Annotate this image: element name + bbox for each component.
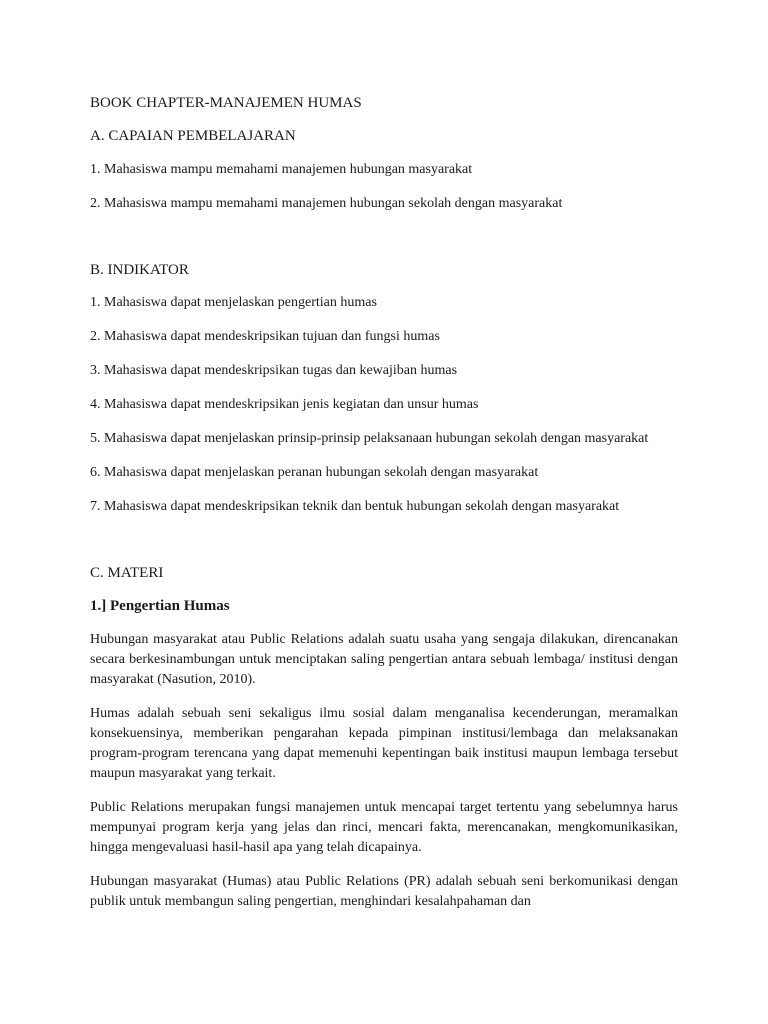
list-item: 2. Mahasiswa mampu memahami manajemen hubungan sekolah dengan masyarakat — [90, 196, 563, 211]
document-page — [90, 93, 678, 912]
subsection-heading: 1.] Pengertian Humas — [90, 598, 230, 614]
section-heading-capaian: A. CAPAIAN PEMBELAJARAN — [90, 128, 296, 144]
body-paragraph: Hubungan masyarakat (Humas) atau Public Relations (PR) adalah sebuah seni berkomunikasi dengan publik untuk membangun saling pengertian, menghindari kesalahpahaman dan — [90, 874, 678, 909]
list-item: 1. Mahasiswa dapat menjelaskan pengertian humas — [90, 295, 377, 310]
list-item: 1. Mahasiswa mampu memahami manajemen hubungan masyarakat — [90, 162, 473, 177]
list-item: 2. Mahasiswa dapat mendeskripsikan tujuan dan fungsi humas — [90, 329, 440, 344]
body-paragraph: Humas adalah sebuah seni sekaligus ilmu sosial dalam menganalisa kecenderungan, meramalkan konsekuensinya, memberikan pengarahan kepada pimpinan institusi/lembaga dan melaksanakan program-program terencana yang dapat memenuhi kepentingan baik institusi maupun lembaga tersebut maupun masyarakat yang terkait. — [90, 706, 678, 781]
section-heading-materi: C. MATERI — [90, 565, 164, 581]
list-item: 6. Mahasiswa dapat menjelaskan peranan hubungan sekolah dengan masyarakat — [90, 465, 539, 480]
body-paragraph: Hubungan masyarakat atau Public Relations adalah suatu usaha yang sengaja dilakukan, direncanakan secara berkesinambungan untuk menciptakan saling pengertian antara sebuah lembaga/ institusi dengan masyarakat (Nasution, 2010). — [90, 632, 678, 687]
list-item: 4. Mahasiswa dapat mendeskripsikan jenis kegiatan dan unsur humas — [90, 397, 479, 412]
list-item: 5. Mahasiswa dapat menjelaskan prinsip-prinsip pelaksanaan hubungan sekolah dengan masyarakat — [90, 431, 649, 446]
list-item: 7. Mahasiswa dapat mendeskripsikan teknik dan bentuk hubungan sekolah dengan masyarakat — [90, 499, 620, 514]
document-title: BOOK CHAPTER-MANAJEMEN HUMAS — [90, 95, 362, 111]
list-item: 3. Mahasiswa dapat mendeskripsikan tugas dan kewajiban humas — [90, 363, 458, 378]
section-heading-indikator: B. INDIKATOR — [90, 262, 189, 278]
body-paragraph: Public Relations merupakan fungsi manajemen untuk mencapai target tertentu yang sebelumnya harus mempunyai program kerja yang jelas dan rinci, mencari fakta, merencanakan, mengkomunikasikan, hingga mengevaluasi hasil-hasil apa yang telah dicapainya. — [90, 800, 678, 855]
